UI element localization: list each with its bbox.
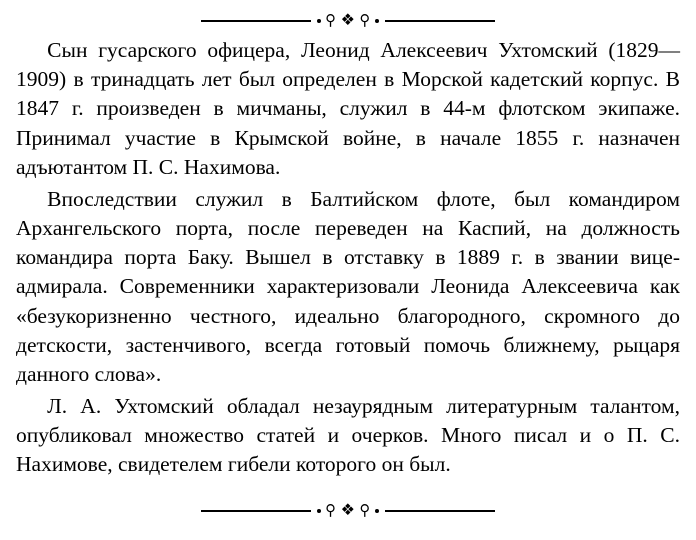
ornament-dot-right-icon [375,509,379,513]
ornament-flourish-right-icon: ⚲ [359,500,371,519]
ornament-flourish-right-icon: ⚲ [359,10,371,29]
paragraph: Сын гусарского офицера, Леонид Алексеевич Ухтомский (1829—1909) в тринадцать лет был определен в Морской кадетский корпус. В 1847 г. произведен в мичманы, служил в 44-м флотском экипаже. Принимал участие в Крымской войне, в начале 1855 г. назначен адъютантом П. С. Нахимова. [16,38,680,179]
ornament-diamond-icon: ❖ [340,500,356,519]
ornament-rule-left [201,510,311,512]
ornament-divider-bottom [10,496,686,526]
ornament-center-top [317,10,379,29]
paragraph: Впоследствии служил в Балтийском флоте, был командиром Архангельского порта, после переведен на Каспий, на должность командира порта Баку. Вышел в отставку в 1889 г. в звании вице-адмирала. Современники характеризовали Леонида Алексеевича как «безукоризненно честного, идеально благородного, скромного до детскости, застенчивого, всегда готовый помочь ближнему, рыцаря данного слова». [16,186,680,387]
ornament-dot-left-icon [317,19,321,23]
ornament-dot-left-icon [317,509,321,513]
body-text [10,36,686,480]
ornament-diamond-icon: ❖ [340,10,356,29]
ornament-rule-right [385,20,495,22]
ornament-flourish-left-icon: ⚲ [325,10,337,29]
ornament-rule-right [385,510,495,512]
paragraph: Л. А. Ухтомский обладал незаурядным литературным талантом, опубликовал множество статей и очерков. Много писал и о П. С. Нахимове, свидетелем гибели которого он был. [16,393,680,477]
ornament-rule-left [201,20,311,22]
ornament-flourish-left-icon: ⚲ [325,500,337,519]
ornament-dot-right-icon [375,19,379,23]
ornament-divider-top [10,6,686,36]
ornament-center-bottom [317,500,379,519]
